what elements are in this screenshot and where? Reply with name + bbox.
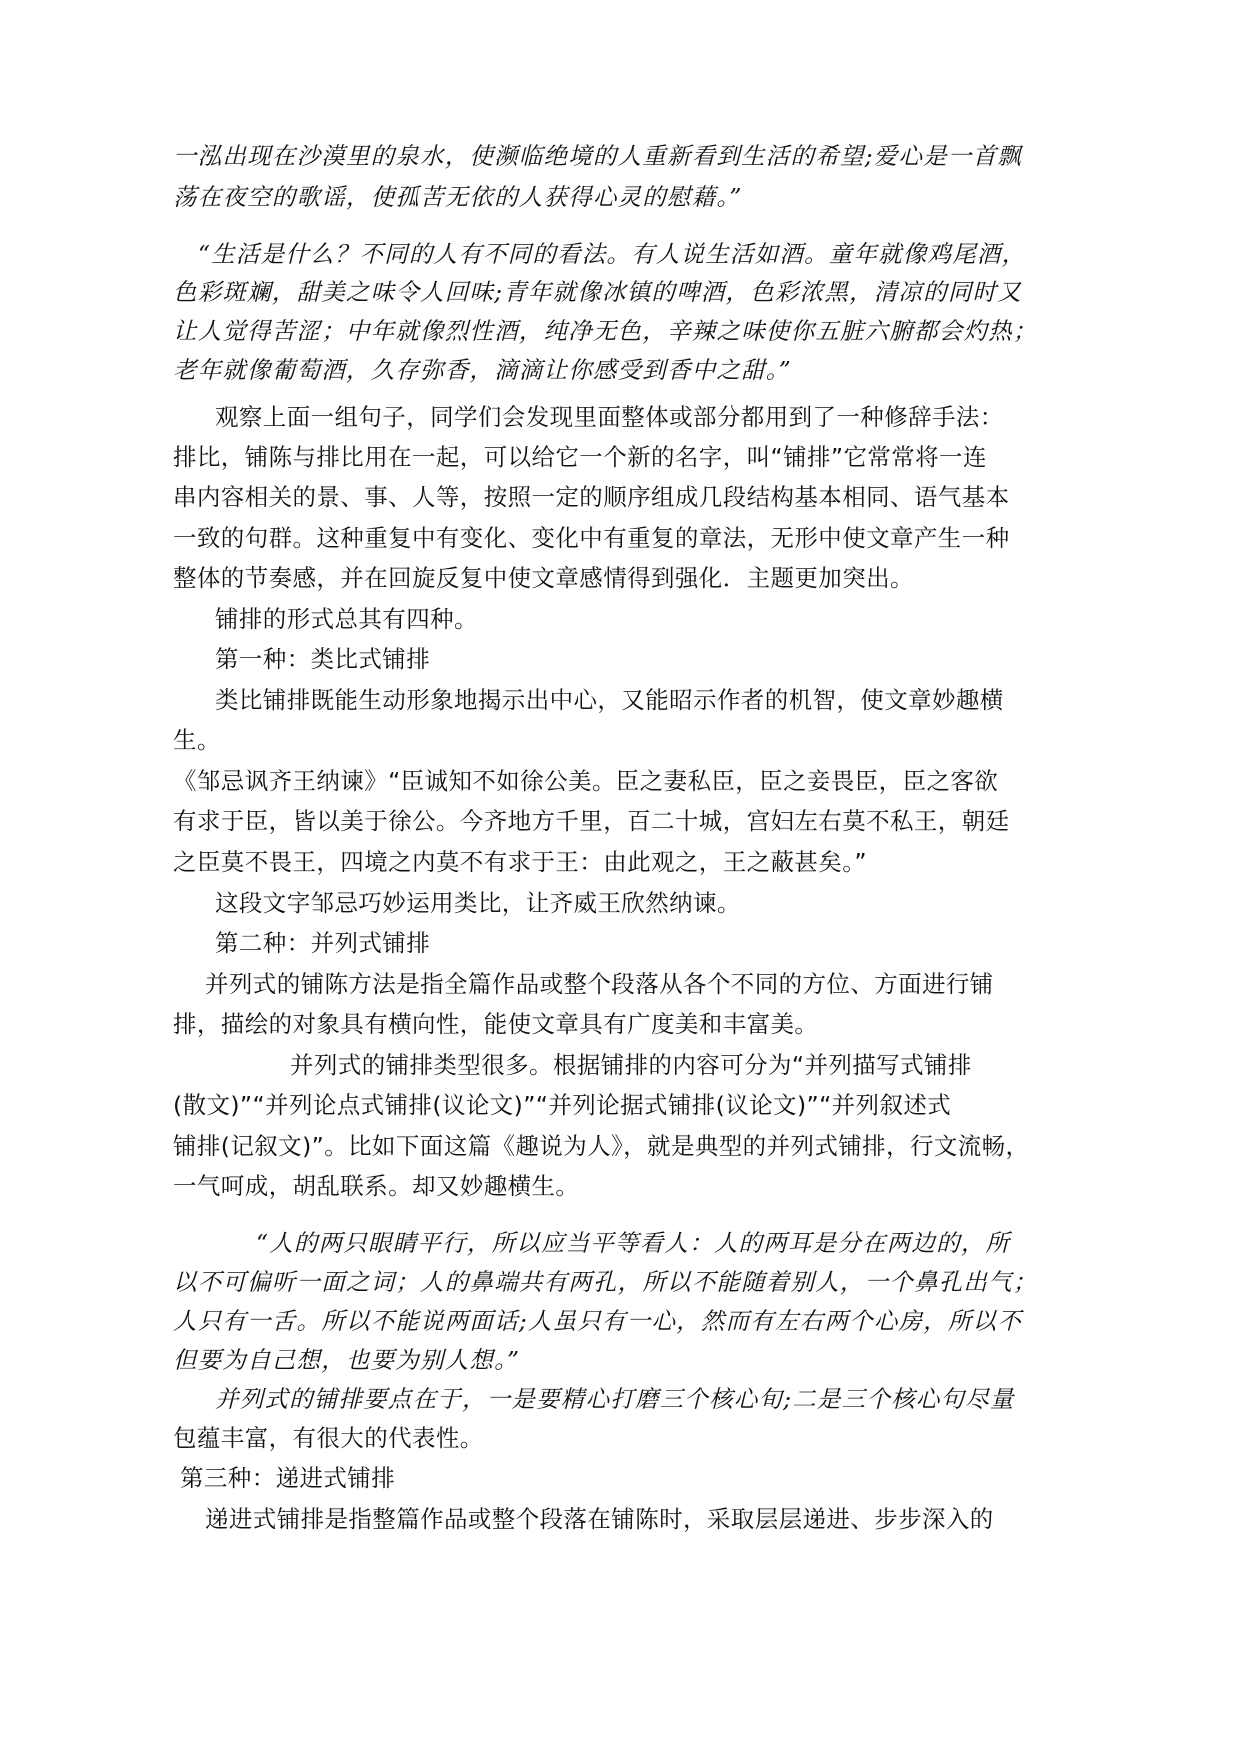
text-line: 一泓出现在沙漠里的泉水，使濒临绝境的人重新看到生活的希望;爱心是一首飘	[173, 142, 1022, 170]
text-line: (散文)”“并列论点式铺排(议论文)”“并列论据式铺排(议论文)”“并列叙述式	[173, 1091, 952, 1119]
text-line: 色彩斑斓，甜美之味令人回味;青年就像冰镇的啤酒，色彩浓黑，清凉的同时又	[173, 278, 1022, 306]
text-line: 铺排的形式总其有四种。	[215, 605, 478, 633]
text-line: 排，描绘的对象具有横向性，能使文章具有广度美和丰富美。	[173, 1010, 819, 1038]
text-line: 以不可偏听一面之词；人的鼻端共有两孔，所以不能随着别人，一个鼻孔出气；	[173, 1268, 1038, 1296]
text-line: 《邹忌讽齐王纳谏》“臣诚知不如徐公美。臣之妻私臣，臣之妾畏臣，臣之客欲	[173, 767, 999, 795]
text-line: 类比铺排既能生动形象地揭示出中心，又能昭示作者的机智，使文章妙趣横	[215, 686, 1004, 714]
text-line: 一气呵成，胡乱联系。却又妙趣横生。	[173, 1172, 580, 1200]
text-line: 观察上面一组句子，同学们会发现里面整体或部分都用到了一种修辞手法：	[215, 403, 1004, 431]
text-line: 老年就像葡萄酒，久存弥香，滴滴让你感受到香中之甜。”	[173, 356, 792, 384]
text-line: 之臣莫不畏王，四境之内莫不有求于王：由此观之，王之蔽甚矣。”	[173, 848, 867, 876]
text-line: 有求于臣，皆以美于徐公。今齐地方千里，百二十城，宫妇左右莫不私王，朝廷	[173, 807, 1010, 835]
text-line: 并列式的铺排类型很多。根据铺排的内容可分为“并列描写式铺排	[290, 1051, 972, 1079]
text-line: 包蕴丰富，有很大的代表性。	[173, 1424, 484, 1452]
text-line: 并列式的铺排要点在于，一是要精心打磨三个核心旬;二是三个核心句尽量	[215, 1385, 1015, 1413]
text-line: 排比，铺陈与排比用在一起，可以给它一个新的名字，叫“铺排”它常常将一连	[173, 443, 987, 471]
text-line: 生。	[173, 726, 221, 754]
text-line: 递进式铺排是指整篇作品或整个段落在铺陈时，采取层层递进、步步深入的	[205, 1505, 994, 1533]
text-line: 并列式的铺陈方法是指全篇作品或整个段落从各个不同的方位、方面进行铺	[205, 970, 994, 998]
text-line: 让人觉得苦涩；中年就像烈性酒，纯净无色，辛辣之味使你五脏六腑都会灼热；	[173, 317, 1038, 345]
text-line: 串内容相关的景、事、人等，按照一定的顺序组成几段结构基本相同、语气基本	[173, 483, 1010, 511]
text-line: “生活是什么？不同的人有不同的看法。有人说生活如酒。童年就像鸡尾酒，	[198, 240, 1027, 268]
text-line: 铺排(记叙文)”。比如下面这篇《趣说为人》，就是典型的并列式铺排，行文流畅，	[173, 1132, 1030, 1160]
section-heading: 第三种：递进式铺排	[180, 1464, 396, 1492]
text-line: 这段文字邹忌巧妙运用类比，让齐威王欣然纳谏。	[215, 889, 741, 917]
section-heading: 第二种：并列式铺排	[215, 929, 431, 957]
section-heading: 第一种：类比式铺排	[215, 645, 431, 673]
text-line: 人只有一舌。所以不能说两面话;人虽只有一心，然而有左右两个心房，所以不	[173, 1307, 1022, 1335]
text-line: 一致的句群。这种重复中有变化、变化中有重复的章法，无形中使文章产生一种	[173, 524, 1010, 552]
text-line: 整体的节奏感，并在回旋反复中使文章感情得到强化．主题更加突出。	[173, 564, 914, 592]
text-line: 荡在夜空的歌谣，使孤苦无依的人获得心灵的慰藉。”	[173, 183, 743, 211]
text-line: “人的两只眼睛平行，所以应当平等看人：人的两耳是分在两边的，所	[256, 1229, 1011, 1257]
text-line: 但要为自己想，也要为别人想。”	[173, 1346, 521, 1374]
